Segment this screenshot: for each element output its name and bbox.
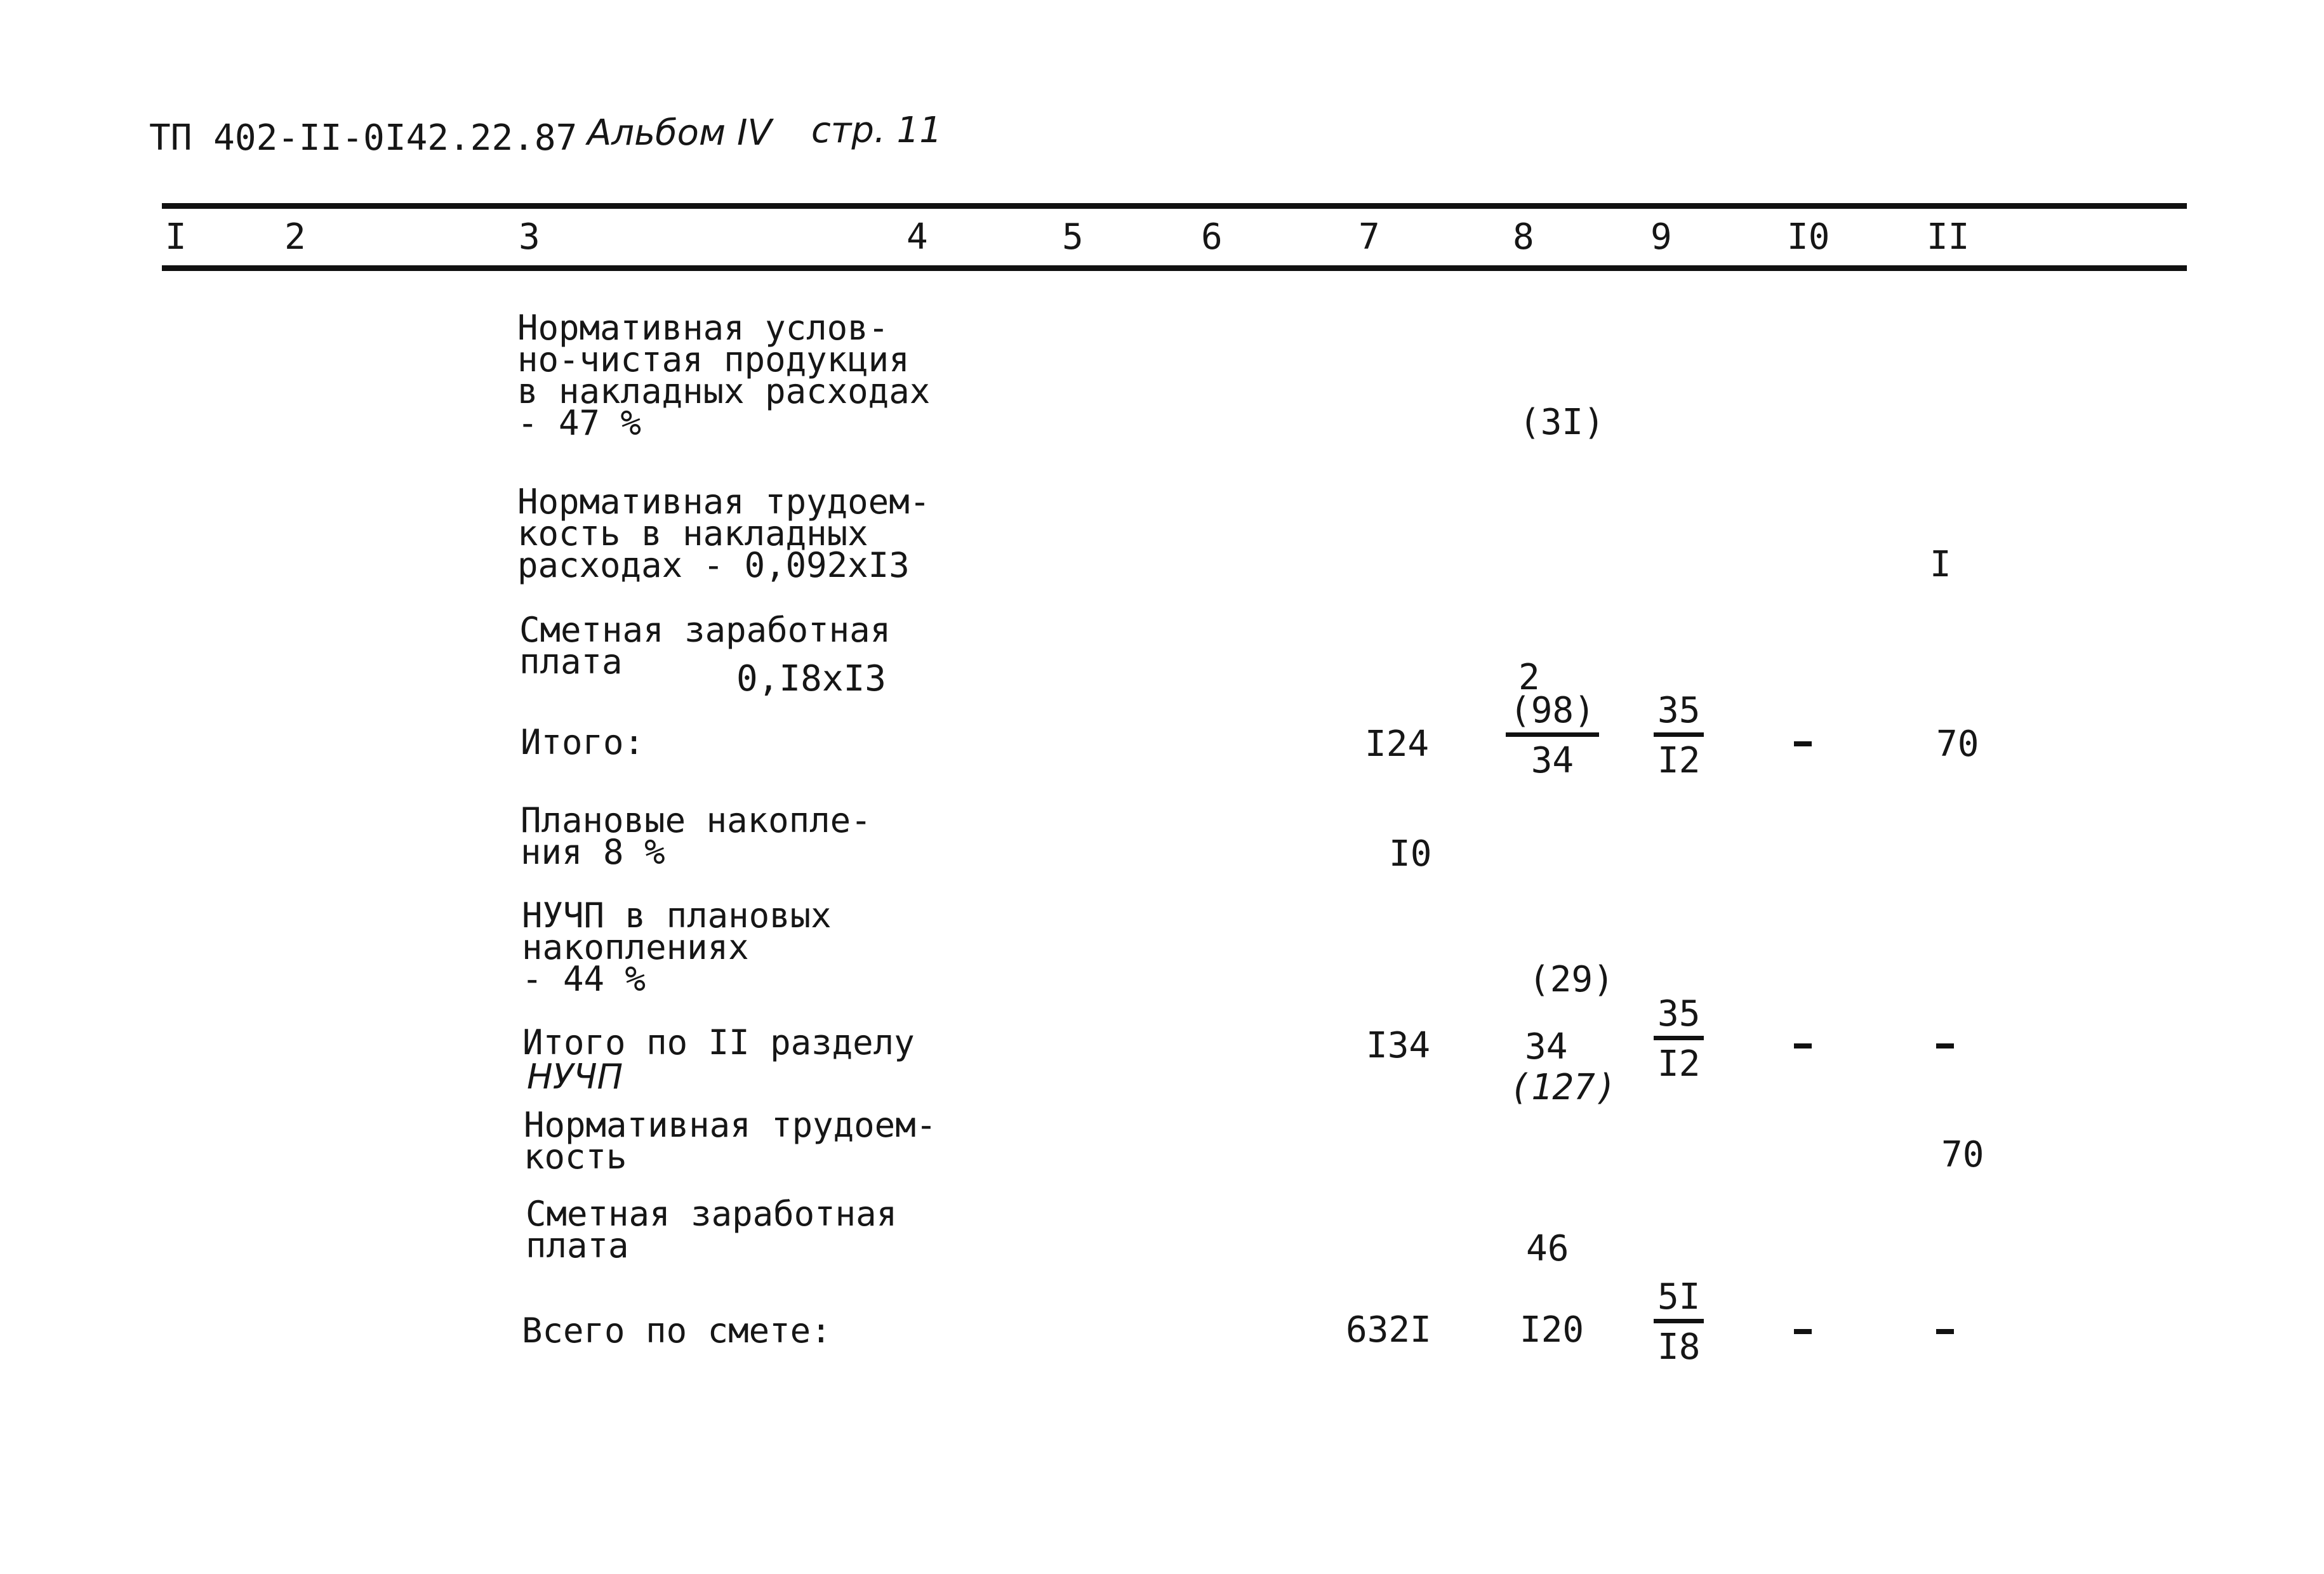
r4-col8-bottom: 34 [1531, 740, 1574, 781]
row-subtotal-label: Итого: [521, 722, 645, 762]
col-header-2: 2 [284, 216, 306, 258]
r10-col9-fraction [1654, 1276, 1704, 1368]
r2-col11-value: I [1930, 544, 1951, 585]
header-rule-bottom [162, 265, 2187, 271]
col-header-8: 8 [1513, 216, 1534, 258]
header-rule-top [162, 203, 2187, 209]
document-code: ТП 402-II-0I42.22.87 [149, 117, 578, 159]
col-header-6: 6 [1201, 216, 1223, 258]
r7-col9-top: 35 [1654, 996, 1704, 1040]
col-header-10: I0 [1787, 216, 1830, 258]
row-normative-production-overhead: Нормативная услов- но-чистая продукция в накладных расходах - 47 % [517, 308, 931, 443]
col-header-11: II [1927, 216, 1970, 258]
r1-col8-value: (3I) [1519, 402, 1605, 443]
r3-formula: 0,I8xI3 [736, 658, 887, 699]
r6-col8-value: (29) [1529, 959, 1614, 1000]
album-label: Альбом IV [587, 112, 772, 154]
row-normative-labor-intensity: Нормативная трудоем- кость [524, 1105, 937, 1177]
r7-col11-dash [1936, 1043, 1954, 1048]
r4-col9-bottom: I2 [1657, 740, 1701, 781]
r4-col8-top: (98) [1506, 693, 1599, 737]
col-header-3: 3 [519, 216, 540, 258]
row-section-ii-total-label: Итого по II разделу [522, 1022, 915, 1062]
row-planned-accumulations: Плановые накопле- ния 8 % [521, 800, 872, 872]
r10-col7-value: 632I [1346, 1309, 1431, 1351]
r4-col9-fraction [1654, 690, 1704, 781]
r7-col7-value: I34 [1366, 1025, 1431, 1066]
r8-col11-value: 70 [1941, 1134, 1984, 1175]
r7-col9-fraction [1654, 993, 1704, 1085]
row-nuchp-planned-accumulations: НУЧП в плановых накоплениях - 44 % [522, 896, 832, 999]
row-section-ii-nuchp-label: НУЧП [527, 1057, 623, 1097]
col-header-1: I [165, 216, 187, 258]
row-labor-intensity-overhead: Нормативная трудоем- кость в накладных расходах - 0,092xI3 [517, 482, 931, 585]
r7-col10-dash [1794, 1043, 1812, 1048]
r10-col8-value: I20 [1520, 1309, 1584, 1351]
page-number: стр. 11 [811, 110, 942, 151]
r4-col8-fraction [1506, 690, 1599, 781]
r10-col11-dash [1936, 1329, 1954, 1334]
r4-col10-dash [1794, 741, 1812, 746]
r7-col9-bottom: I2 [1657, 1043, 1701, 1085]
r10-col9-top: 5I [1654, 1280, 1704, 1323]
col-header-4: 4 [906, 216, 928, 258]
col-header-5: 5 [1062, 216, 1084, 258]
r4-col7-value: I24 [1365, 724, 1430, 765]
r4-col11-value: 70 [1936, 724, 1979, 765]
r5-col7-value: I0 [1389, 833, 1432, 875]
r7-col8-nuchp-value: (127) [1510, 1067, 1617, 1108]
r10-col10-dash [1794, 1329, 1812, 1334]
row-grand-total-label: Всего по смете: [522, 1311, 832, 1351]
row-estimated-wage-total: Сметная заработная плата [526, 1194, 898, 1266]
r4-col9-top: 35 [1654, 693, 1704, 737]
col-header-7: 7 [1358, 216, 1380, 258]
r7-col8-value: 34 [1525, 1026, 1568, 1068]
col-header-9: 9 [1650, 216, 1672, 258]
r3-col8-value: 2 [1518, 657, 1540, 698]
r10-col9-bottom: I8 [1657, 1326, 1701, 1368]
row-estimated-wage: Сметная заработная плата [519, 610, 891, 682]
r9-col8-value: 46 [1526, 1228, 1569, 1269]
